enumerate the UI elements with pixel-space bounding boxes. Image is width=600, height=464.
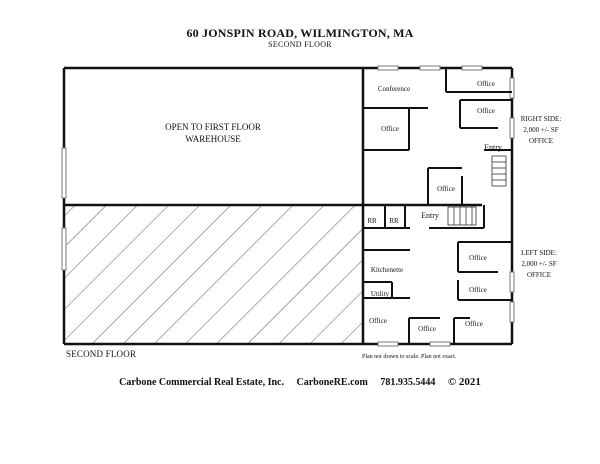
stairs-center — [448, 207, 476, 225]
label-office-bottom-mid: Office — [418, 325, 436, 333]
disclaimer: Plan not drawn to scale. Plan not exact. — [362, 354, 457, 360]
floor-label: SECOND FLOOR — [66, 349, 137, 359]
footer-company: Carbone Commercial Real Estate, Inc. — [119, 377, 284, 388]
label-office-mid-upper: Office — [381, 125, 399, 133]
label-office-left-side-2: Office — [469, 286, 487, 294]
label-office-bottom-right: Office — [465, 320, 483, 328]
note-right-side-2: 2,000 +/- SF — [523, 126, 559, 134]
label-entry-center: Entry — [421, 211, 439, 220]
footer — [0, 376, 600, 388]
note-left-side-3: OFFICE — [526, 271, 552, 279]
label-office-right-second: Office — [477, 107, 495, 115]
plan-subtitle: SECOND FLOOR — [268, 40, 332, 49]
note-left-side-1: LEFT SIDE: — [521, 249, 557, 257]
label-entry-right: Entry — [484, 143, 502, 152]
label-office-left-side-1: Office — [469, 254, 487, 262]
plan-title: 60 JONSPIN ROAD, WILMINGTON, MA — [186, 26, 414, 40]
hatched-area — [65, 206, 363, 344]
note-right-side-1: RIGHT SIDE: — [520, 115, 562, 123]
label-utility: Utility — [370, 290, 390, 298]
note-right-side-3: OFFICE — [528, 137, 554, 145]
label-conference: Conference — [377, 85, 411, 93]
label-kitchenette: Kitchenette — [370, 266, 404, 274]
label-office-top-right: Office — [477, 80, 495, 88]
note-left-side-2: 2,000 +/- SF — [521, 260, 557, 268]
label-warehouse-1: OPEN TO FIRST FLOOR — [165, 122, 261, 132]
footer-website: CarboneRE.com — [296, 377, 368, 388]
label-warehouse-2: WAREHOUSE — [185, 134, 241, 144]
label-rr-2: RR — [389, 217, 399, 225]
label-rr-1: RR — [367, 217, 377, 225]
label-office-center: Office — [437, 185, 455, 193]
stairs-right — [492, 156, 506, 186]
footer-phone: 781.935.5444 — [380, 377, 436, 388]
label-office-bottom-left: Office — [369, 317, 387, 325]
footer-copyright: © 2021 — [447, 376, 481, 388]
